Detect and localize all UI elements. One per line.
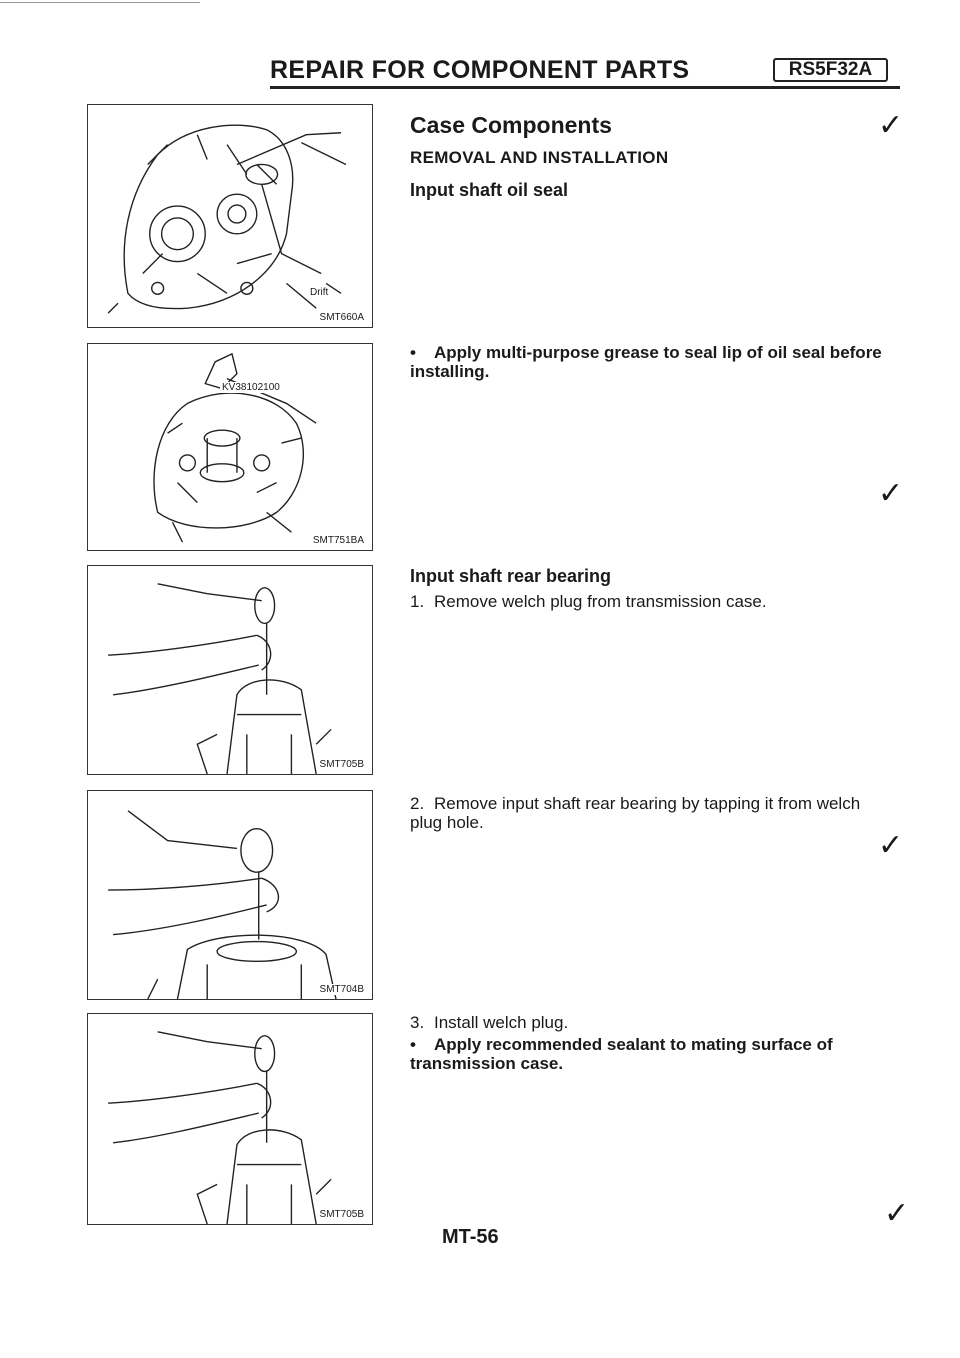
step-1 (410, 592, 910, 611)
figure-code: SMT705B (319, 759, 364, 770)
step-1-text: Remove welch plug from transmission case. (434, 592, 767, 611)
step-3 (410, 1013, 910, 1032)
check-mark-icon: ✓ (884, 1197, 910, 1230)
check-mark-icon: ✓ (878, 109, 904, 142)
step-3-text: Install welch plug. (434, 1013, 569, 1032)
tool-install-illustration (88, 344, 372, 550)
sealant-bullet (410, 1035, 890, 1073)
hammer-bearing-illustration (88, 791, 372, 999)
section-title: Case Components (410, 112, 612, 138)
figure-code: SMT660A (319, 312, 364, 323)
check-mark-icon: ✓ (878, 477, 904, 510)
oil-seal-bullet-text: Apply multi-purpose grease to seal lip of oil seal before installing. (410, 343, 882, 381)
tool-number-callout: KV38102100 (222, 382, 280, 393)
oil-seal-bullet (410, 343, 900, 381)
top-edge-line (0, 2, 200, 3)
page-header-title: REPAIR FOR COMPONENT PARTS (270, 56, 690, 84)
page-number: MT-56 (442, 1226, 499, 1248)
figure-code: SMT705B (319, 1209, 364, 1220)
bullet-mark: • (410, 1035, 416, 1054)
header-rule (270, 86, 900, 89)
step-3-number: 3. (410, 1013, 425, 1032)
rear-bearing-heading: Input shaft rear bearing (410, 566, 612, 586)
figure-bearing-tapping (87, 790, 373, 1000)
step-2-number: 2. (410, 794, 425, 813)
hammer-case-illustration (88, 566, 372, 774)
section-subtitle: REMOVAL AND INSTALLATION (410, 148, 669, 167)
bullet-mark: • (410, 343, 416, 362)
step-2-text: Remove input shaft rear bearing by tapping it from welch plug hole. (410, 794, 861, 832)
step-1-number: 1. (410, 592, 425, 611)
figure-welch-plug-removal (87, 565, 373, 775)
figure-welch-plug-install (87, 1013, 373, 1225)
sealant-bullet-text: Apply recommended sealant to mating surface of transmission case. (410, 1035, 833, 1073)
oil-seal-heading: Input shaft oil seal (410, 180, 569, 200)
figure-code: SMT704B (319, 984, 364, 995)
model-badge: RS5F32A (773, 58, 888, 82)
figure-tool-install (87, 343, 373, 551)
figure-drift-oil-seal (87, 104, 373, 328)
step-2 (410, 794, 886, 832)
hammer-case-install-illustration (88, 1014, 372, 1224)
check-mark-icon: ✓ (878, 829, 904, 862)
drift-callout: Drift (310, 287, 329, 298)
figure-code: SMT751BA (312, 535, 364, 546)
